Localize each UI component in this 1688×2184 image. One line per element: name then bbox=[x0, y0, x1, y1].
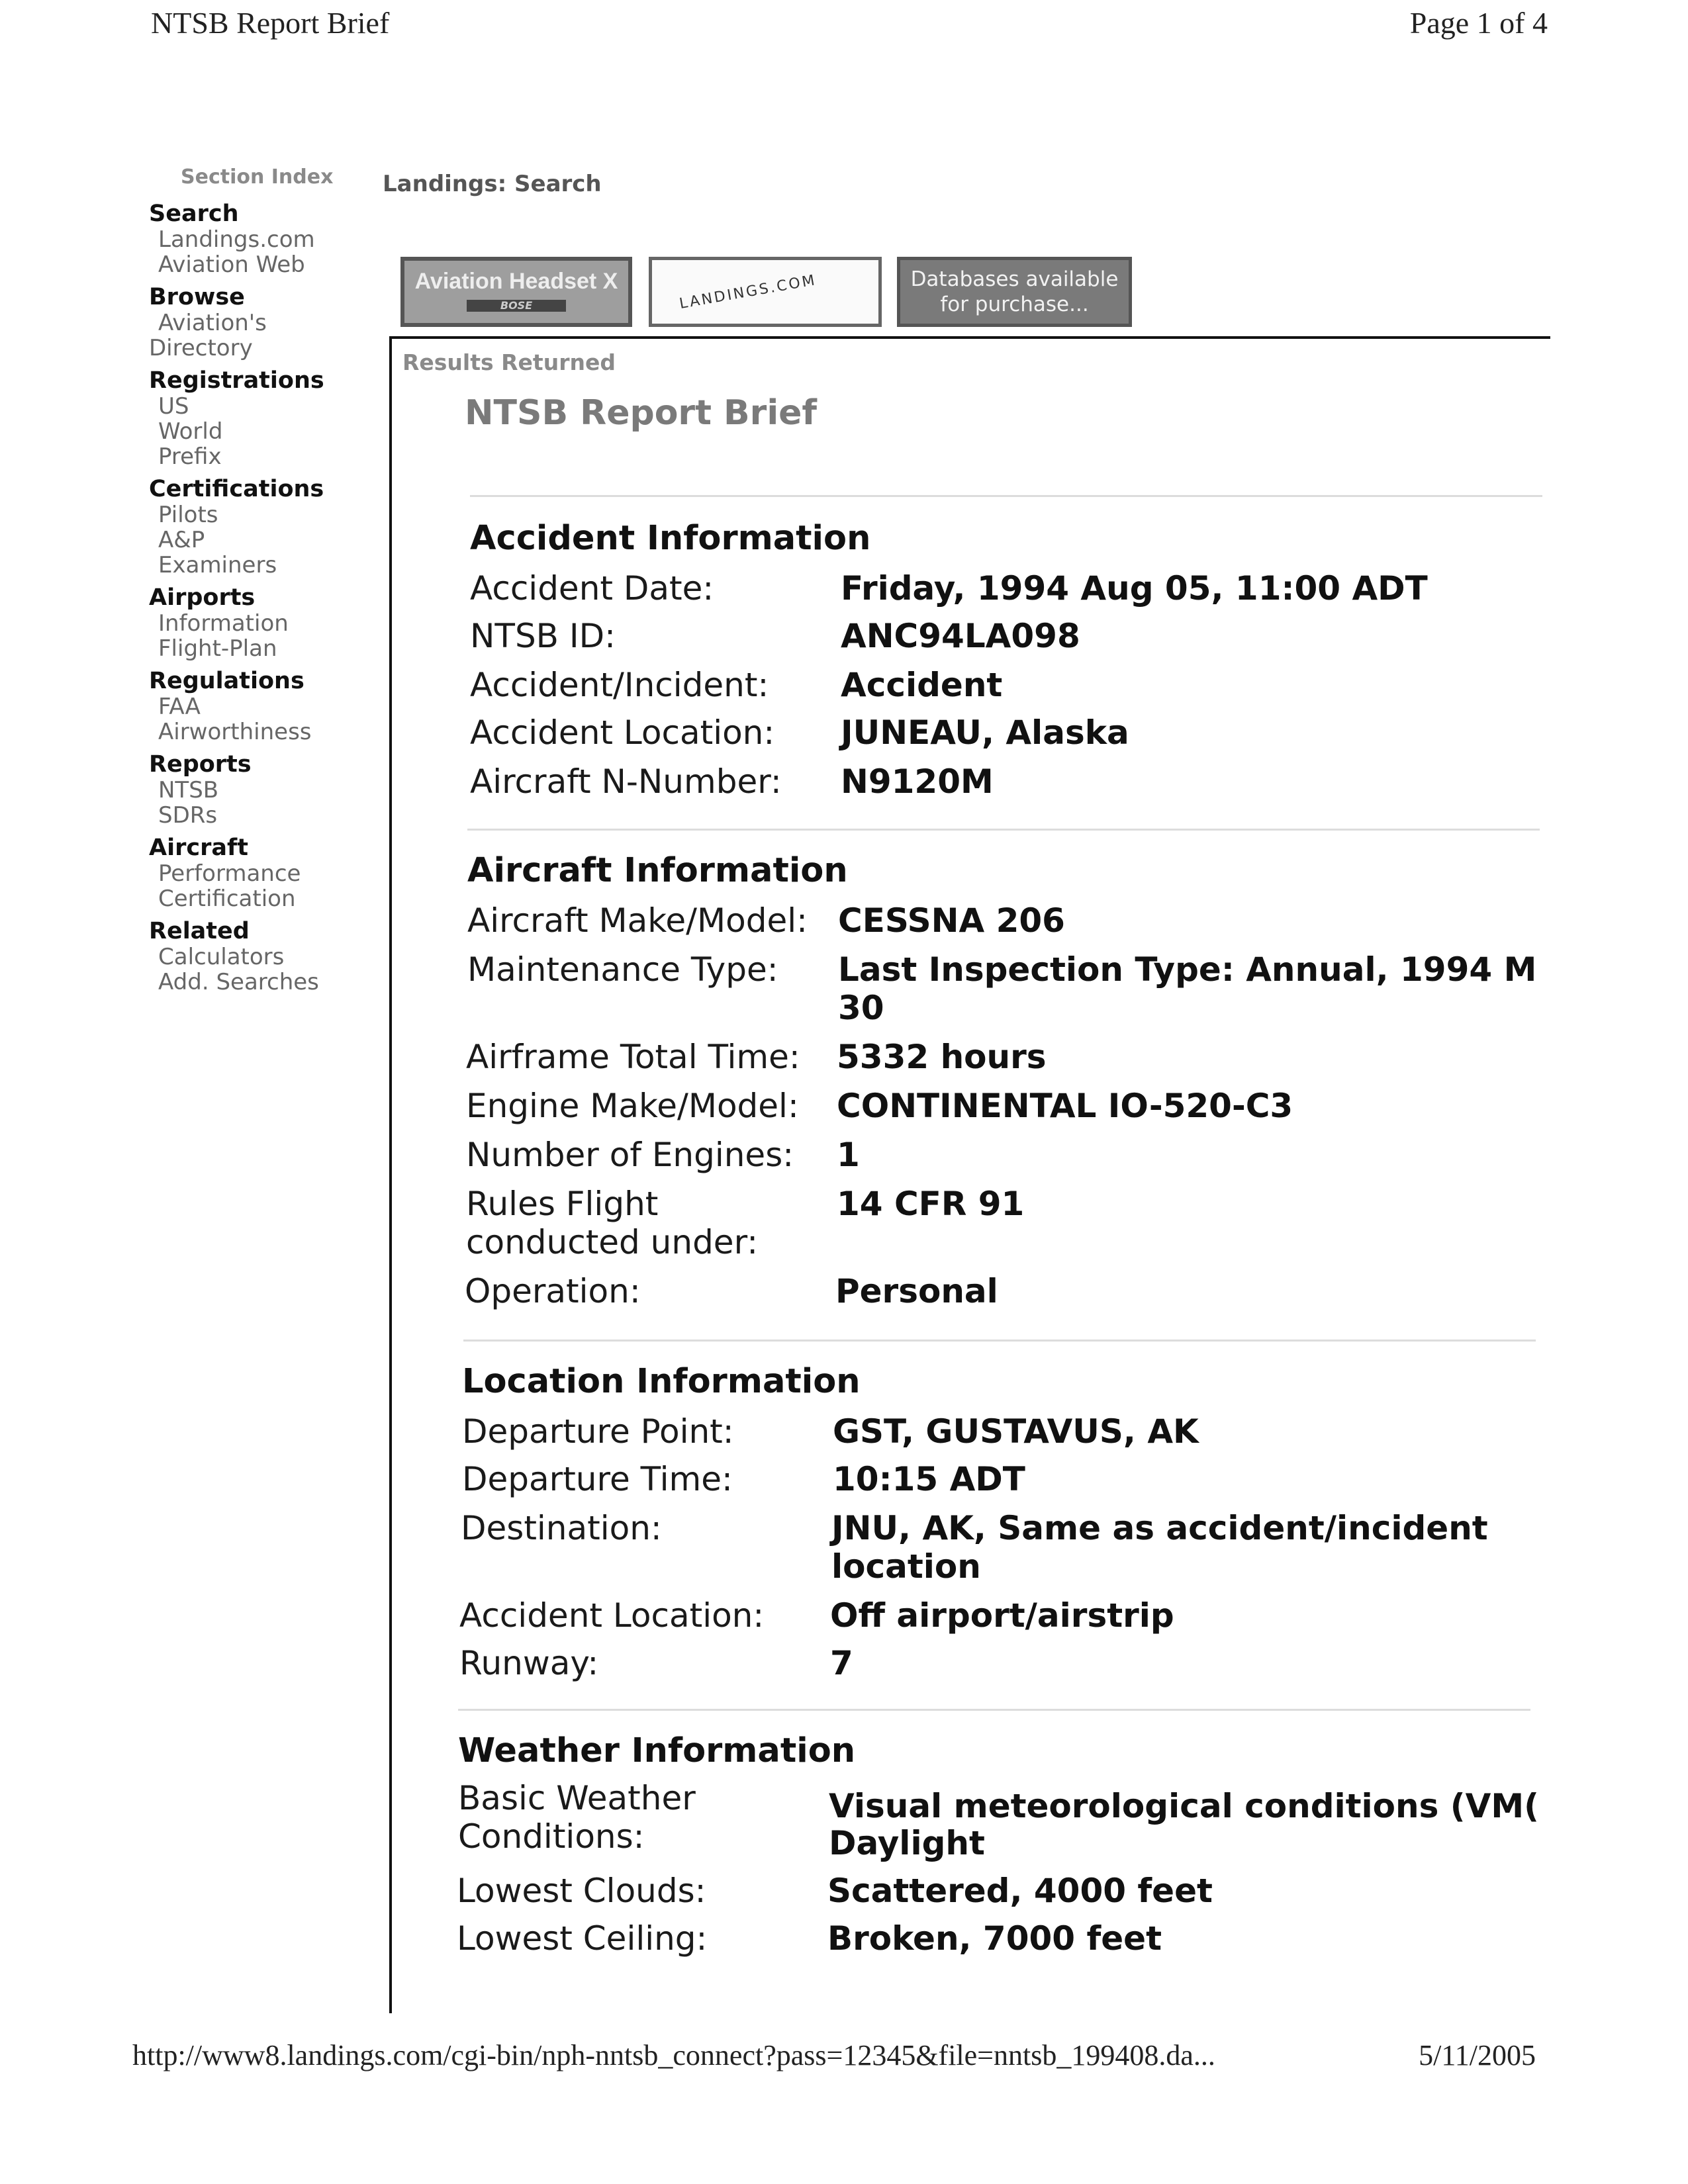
accident-info-title: Accident Information bbox=[470, 519, 871, 558]
info-value: N9120M bbox=[841, 762, 994, 801]
sidebar-group-title[interactable]: Aircraft bbox=[149, 835, 248, 861]
info-value: Accident bbox=[841, 666, 1003, 704]
sidebar-link-flight-plan[interactable]: Flight-Plan bbox=[158, 635, 277, 662]
sidebar-group-title[interactable]: Reports bbox=[149, 751, 252, 778]
sidebar-group-title[interactable]: Related bbox=[149, 918, 250, 944]
results-returned-label: Results Returned bbox=[402, 349, 616, 375]
sidebar-link-aviations[interactable]: Aviation's bbox=[158, 310, 267, 336]
sidebar-link-add-searches[interactable]: Add. Searches bbox=[158, 969, 319, 995]
info-label: Number of Engines: bbox=[466, 1136, 794, 1174]
divider bbox=[458, 1709, 1530, 1711]
info-label: Departure Time: bbox=[462, 1460, 733, 1498]
info-label: Accident Location: bbox=[470, 713, 775, 752]
sidebar-link-ntsb[interactable]: NTSB bbox=[158, 777, 219, 803]
divider bbox=[467, 829, 1540, 831]
divider bbox=[470, 495, 1542, 497]
sidebar-link-faa[interactable]: FAA bbox=[158, 694, 201, 720]
info-value: Personal bbox=[835, 1272, 998, 1310]
sidebar-group-browse bbox=[149, 284, 348, 361]
info-value: Scattered, 4000 feet bbox=[827, 1872, 1213, 1910]
info-value: JUNEAU, Alaska bbox=[841, 713, 1129, 752]
landings-logo-banner[interactable] bbox=[649, 257, 882, 327]
info-label: NTSB ID: bbox=[470, 617, 616, 655]
info-value: 10:15 ADT bbox=[833, 1460, 1025, 1498]
sidebar-group-title[interactable]: Regulations bbox=[149, 668, 305, 694]
sidebar-group-registrations bbox=[149, 367, 348, 469]
info-value: 5332 hours bbox=[837, 1038, 1047, 1076]
sidebar-group-title[interactable]: Search bbox=[149, 201, 239, 227]
info-label: Airframe Total Time: bbox=[466, 1038, 800, 1076]
report-title: NTSB Report Brief bbox=[465, 393, 818, 433]
info-value: 1 bbox=[837, 1136, 860, 1174]
location-info-title: Location Information bbox=[462, 1362, 861, 1401]
sidebar-group-airports bbox=[149, 584, 348, 661]
print-title: NTSB Report Brief bbox=[151, 6, 390, 40]
sidebar-link-prefix[interactable]: Prefix bbox=[158, 443, 222, 470]
sidebar-link-sdrs[interactable]: SDRs bbox=[158, 802, 218, 829]
page-url: http://www8.landings.com/cgi-bin/nph-nntsb_connect?pass=12345&file=nntsb_199408.da... bbox=[132, 2039, 1215, 2071]
sidebar-group-title[interactable]: Airports bbox=[149, 584, 256, 611]
info-label: Accident Location: bbox=[459, 1596, 765, 1635]
info-label: Lowest Clouds: bbox=[457, 1872, 706, 1910]
landings-logo-text: LANDINGS.COM bbox=[678, 271, 818, 313]
sidebar-link-information[interactable]: Information bbox=[158, 610, 289, 637]
sidebar-link-directory[interactable]: Directory bbox=[149, 335, 253, 361]
bose-logo: BOSE bbox=[467, 300, 566, 312]
info-value: ANC94LA098 bbox=[841, 617, 1080, 655]
weather-info-title: Weather Information bbox=[458, 1731, 856, 1770]
info-label: Maintenance Type: bbox=[467, 950, 778, 989]
headset-ad-banner[interactable] bbox=[400, 257, 632, 327]
info-label: Lowest Ceiling: bbox=[457, 1919, 708, 1958]
section-index-title: Section Index bbox=[181, 165, 334, 189]
headset-ad-text: Aviation Headset X bbox=[414, 269, 618, 294]
sidebar-link-calculators[interactable]: Calculators bbox=[158, 944, 285, 970]
info-label: Accident Date: bbox=[470, 569, 714, 608]
divider bbox=[463, 1340, 1536, 1342]
info-value: Friday, 1994 Aug 05, 11:00 ADT bbox=[841, 569, 1428, 608]
sidebar-group-certifications bbox=[149, 476, 348, 578]
info-label: Aircraft Make/Model: bbox=[467, 901, 808, 940]
info-value-secondary: Daylight bbox=[829, 1824, 985, 1862]
info-value: CESSNA 206 bbox=[838, 901, 1065, 940]
info-label: Departure Point: bbox=[462, 1412, 734, 1451]
sidebar-link-certification[interactable]: Certification bbox=[158, 886, 296, 912]
sidebar-link-landings[interactable]: Landings.com bbox=[158, 226, 315, 253]
info-value: Off airport/airstrip bbox=[830, 1596, 1174, 1635]
sidebar-group-title[interactable]: Certifications bbox=[149, 476, 324, 502]
section-index-sidebar bbox=[149, 165, 348, 1001]
info-label: Aircraft N-Number: bbox=[470, 762, 782, 801]
info-label: Destination: bbox=[461, 1509, 662, 1547]
info-value: 14 CFR 91 bbox=[837, 1185, 1025, 1223]
breadcrumb: Landings: Search bbox=[383, 171, 602, 197]
sidebar-link-us[interactable]: US bbox=[158, 393, 189, 420]
info-value: Last Inspection Type: Annual, 1994 M 30 bbox=[838, 950, 1537, 1027]
info-value: Visual meteorological conditions (VM( bbox=[829, 1787, 1539, 1825]
aircraft-info-title: Aircraft Information bbox=[467, 851, 848, 890]
info-label: Operation: bbox=[465, 1272, 641, 1310]
info-value: Broken, 7000 feet bbox=[827, 1919, 1162, 1958]
sidebar-link-performance[interactable]: Performance bbox=[158, 860, 301, 887]
sidebar-group-reports bbox=[149, 751, 348, 828]
sidebar-group-title[interactable]: Browse bbox=[149, 284, 245, 310]
sidebar-group-search bbox=[149, 201, 348, 277]
databases-banner[interactable]: Databases available for purchase... bbox=[897, 257, 1132, 327]
results-panel bbox=[389, 336, 1550, 2013]
info-label: Basic Weather Conditions: bbox=[458, 1779, 696, 1856]
info-value: JNU, AK, Same as accident/incident location bbox=[831, 1509, 1488, 1586]
sidebar-group-title[interactable]: Registrations bbox=[149, 367, 324, 394]
sidebar-link-world[interactable]: World bbox=[158, 418, 223, 445]
info-label: Runway: bbox=[459, 1644, 599, 1682]
sidebar-group-related bbox=[149, 918, 348, 995]
sidebar-group-aircraft bbox=[149, 835, 348, 911]
info-value: 7 bbox=[830, 1644, 853, 1682]
sidebar-group-regulations bbox=[149, 668, 348, 745]
info-label: Engine Make/Model: bbox=[466, 1087, 799, 1125]
page-number: Page 1 of 4 bbox=[1409, 6, 1548, 40]
print-date: 5/11/2005 bbox=[1419, 2039, 1536, 2071]
sidebar-link-airworthiness[interactable]: Airworthiness bbox=[158, 719, 312, 745]
info-value: GST, GUSTAVUS, AK bbox=[833, 1412, 1199, 1451]
info-value: CONTINENTAL IO-520-C3 bbox=[837, 1087, 1293, 1125]
info-label: Accident/Incident: bbox=[470, 666, 769, 704]
sidebar-link-examiners[interactable]: Examiners bbox=[158, 552, 277, 578]
print-header bbox=[151, 5, 1548, 52]
sidebar-link-aviation-web[interactable]: Aviation Web bbox=[158, 251, 305, 278]
sidebar-link-pilots[interactable]: Pilots bbox=[158, 502, 218, 528]
sidebar-link-ap[interactable]: A&P bbox=[158, 527, 205, 553]
info-label: Rules Flight conducted under: bbox=[466, 1185, 759, 1261]
